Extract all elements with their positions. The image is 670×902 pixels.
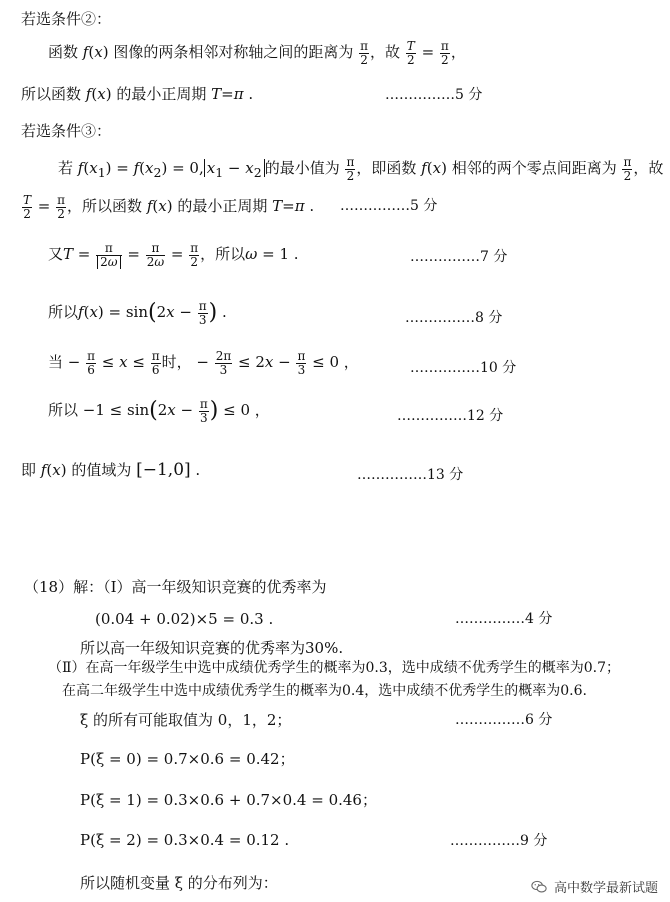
q18-part2-b: 在高二年级学生中选中成绩优秀学生的概率为0.4，选中成绩不优秀学生的概率为0.6. <box>62 683 587 699</box>
cond3-line2: $\frac{T}{2}$ = $\frac{\pi}{2}$ ，所以函数 f(x) 的最小正周期 T=π . <box>23 193 315 221</box>
cond3-title: 若选条件③： <box>21 122 112 140</box>
cond3-line3: 又T = $\frac{\pi}{2\omega}$ = $\frac{\pi}{2\omega}$ = $\frac{\pi}{2}$ ，所以ω = 1 . <box>48 241 299 269</box>
cond2-line2: 所以函数 f(x) 的最小正周期 T=π . <box>21 85 254 103</box>
wechat-logo-icon <box>530 878 548 896</box>
cond2-line1: 函数 f(x) 图像的两条相邻对称轴之间的距离为 $\frac{\pi}{2}$ ，故 $\frac{T}{2}$ = $\frac{\pi}{2}$ ， <box>48 39 466 67</box>
q18-part2-a: （Ⅱ）在高一年级学生中选中成绩优秀学生的概率为0.3，选中成绩不优秀学生的概率为0.7； <box>48 660 621 676</box>
score-8: ……………8 分 <box>405 310 503 326</box>
q18-p2: P(ξ = 2) = 0.3×0.4 = 0.12 . <box>80 831 290 849</box>
q18-dist: 所以随机变量 ξ 的分布列为： <box>80 874 278 892</box>
score-10: ……………10 分 <box>410 360 517 376</box>
watermark <box>530 877 658 896</box>
cond3-line6: 所以 −1 ≤ sin(2x − $\frac{\pi}{3}$ ) ≤ 0 ， <box>48 397 270 425</box>
watermark-text: 高中数学最新试题 <box>553 881 658 896</box>
score-7: ……………7 分 <box>410 249 508 265</box>
q18-label: （18）解：（Ⅰ）高一年级知识竞赛的优秀率为 <box>24 578 327 596</box>
cond3-line7: 即 f(x) 的值域为 [−1,0] . <box>21 460 201 480</box>
score-13: ……………13 分 <box>357 467 464 483</box>
score-12: ……………12 分 <box>397 408 504 424</box>
cond3-line4: 所以f(x) = sin(2x − $\frac{\pi}{3}$ ) . <box>48 299 227 327</box>
cond3-line5: 当 − $\frac{\pi}{6}$ ≤ x ≤ $\frac{\pi}{6}$ 时， − $\frac{2\pi}{3}$ ≤ 2x − $\frac{\pi}{3}$ ≤ 0 ， <box>48 349 359 377</box>
score-9: ……………9 分 <box>450 833 548 849</box>
score-5b: ……………5 分 <box>340 198 438 214</box>
q18-values: ξ 的所有可能取值为 0，1，2； <box>80 711 292 729</box>
score-5a: ……………5 分 <box>385 87 483 103</box>
q18-calc: (0.04 + 0.02)×5 = 0.3 . <box>95 610 274 628</box>
cond3-line1: 若 $f(x_1) = f(x_2) = 0$, $x_1 - x_2$ 的最小值为 $\frac{\pi}{2}$ ，即函数 f(x) 相邻的两个零点间距离为 $\frac{\pi}{2}$ ，故 <box>58 155 664 183</box>
cond2-title: 若选条件②： <box>21 10 112 28</box>
q18-result: 所以高一年级知识竞赛的优秀率为30%. <box>80 639 344 657</box>
score-4: ……………4 分 <box>455 611 553 627</box>
q18-p1: P(ξ = 1) = 0.3×0.6 + 0.7×0.4 = 0.46； <box>80 791 377 809</box>
q18-p0: P(ξ = 0) = 0.7×0.6 = 0.42； <box>80 750 295 768</box>
score-6: ……………6 分 <box>455 712 553 728</box>
